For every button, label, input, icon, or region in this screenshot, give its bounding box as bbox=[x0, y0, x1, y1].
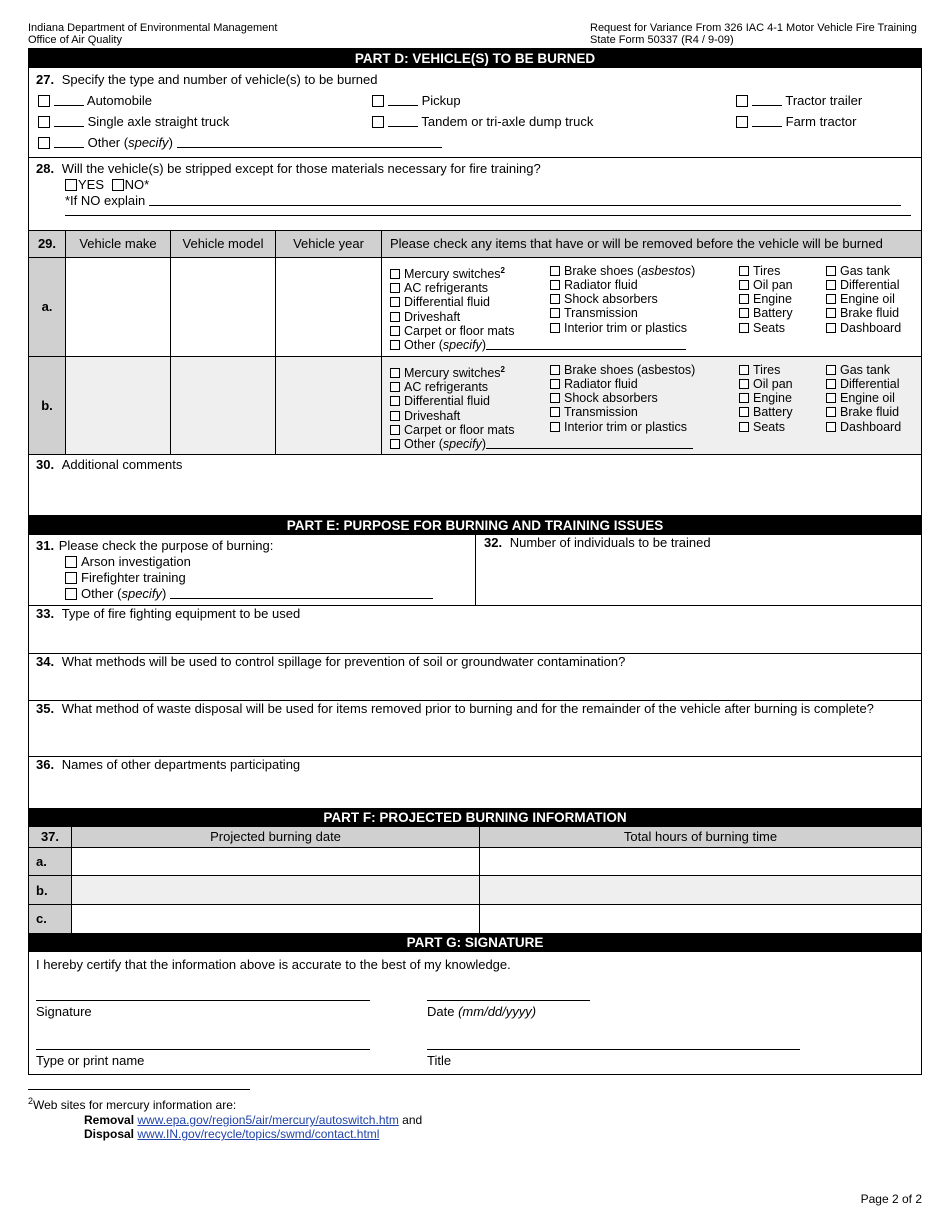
burning-date-b[interactable] bbox=[72, 876, 480, 905]
checkbox[interactable] bbox=[739, 308, 749, 318]
year-a[interactable] bbox=[276, 257, 382, 356]
disposal-line bbox=[84, 1127, 379, 1141]
question-28 bbox=[29, 158, 921, 231]
checkbox[interactable] bbox=[739, 379, 749, 389]
print-name-line[interactable] bbox=[36, 1049, 370, 1050]
item-gas-tank[interactable] bbox=[826, 264, 901, 278]
checkbox[interactable] bbox=[390, 396, 400, 406]
item-label: Transmission bbox=[564, 306, 638, 321]
header-burning-date: Projected burning date bbox=[72, 827, 480, 848]
checkbox[interactable] bbox=[826, 323, 836, 333]
other-vehicle-line[interactable] bbox=[177, 147, 442, 148]
removal-line bbox=[84, 1113, 422, 1127]
farm-tractor-label: Farm tractor bbox=[785, 114, 857, 129]
part-f-title: PART F: PROJECTED BURNING INFORMATION bbox=[29, 808, 921, 827]
item-label: Differential fluid bbox=[404, 394, 490, 409]
item-engine-oil[interactable] bbox=[826, 391, 901, 405]
checkbox[interactable] bbox=[826, 294, 836, 304]
checkbox[interactable] bbox=[390, 340, 400, 350]
page-number: Page 2 of 2 bbox=[860, 1192, 922, 1206]
burning-table bbox=[29, 827, 921, 933]
option-arson[interactable] bbox=[65, 554, 433, 570]
checkbox[interactable] bbox=[739, 407, 749, 417]
q30-number: 30. bbox=[36, 456, 55, 472]
item-battery[interactable] bbox=[739, 405, 793, 419]
date-line[interactable] bbox=[427, 1000, 590, 1001]
option-firefighter[interactable] bbox=[65, 570, 433, 586]
item-label: Radiator fluid bbox=[564, 277, 638, 292]
item-label: Gas tank bbox=[840, 362, 891, 377]
burning-hours-a[interactable] bbox=[480, 848, 922, 876]
vehicle-table-header bbox=[29, 231, 921, 257]
burning-date-c[interactable] bbox=[72, 905, 480, 933]
item-label: AC refrigerants bbox=[404, 280, 489, 295]
item-differential[interactable] bbox=[826, 377, 901, 391]
table-row bbox=[29, 257, 921, 356]
checkbox[interactable] bbox=[550, 379, 560, 389]
footnote-rule bbox=[28, 1089, 250, 1090]
item-label: Engine bbox=[753, 391, 792, 406]
item-label: Driveshaft bbox=[404, 408, 461, 423]
item-transmission[interactable] bbox=[550, 405, 695, 419]
certify-text: I hereby certify that the information above is accurate to the best of my knowledge. bbox=[36, 956, 511, 972]
arson-checkbox[interactable] bbox=[65, 556, 77, 568]
item-label: Brake shoes (asbestos) bbox=[564, 362, 696, 377]
agency-name: Indiana Department of Environmental Management bbox=[28, 22, 278, 34]
item-seats[interactable] bbox=[739, 321, 793, 335]
header-model: Vehicle model bbox=[171, 231, 276, 257]
automobile-label: Automobile bbox=[86, 93, 152, 108]
checkbox[interactable] bbox=[739, 393, 749, 403]
item-label: Mercury switches bbox=[404, 365, 501, 380]
item-label: Engine oil bbox=[840, 391, 895, 406]
checkbox[interactable] bbox=[390, 411, 400, 421]
item-tires[interactable] bbox=[739, 264, 793, 278]
disposal-link[interactable]: www.IN.gov/recycle/topics/swmd/contact.html bbox=[137, 1127, 380, 1141]
item-battery[interactable] bbox=[739, 306, 793, 320]
item-label: Interior trim or plastics bbox=[564, 320, 687, 335]
item-label: Engine bbox=[753, 292, 792, 307]
checkbox[interactable] bbox=[826, 280, 836, 290]
option-pickup[interactable] bbox=[372, 93, 461, 108]
arson-label: Arson investigation bbox=[81, 553, 191, 569]
checkbox[interactable] bbox=[550, 308, 560, 318]
signature-label: Signature bbox=[36, 1003, 92, 1019]
q29-number: 29. bbox=[29, 231, 66, 257]
part-e-title: PART E: PURPOSE FOR BURNING AND TRAINING ISSUES bbox=[29, 516, 921, 535]
item-label: Brake fluid bbox=[840, 405, 900, 420]
item-label: Seats bbox=[753, 320, 785, 335]
item-label: Shock absorbers bbox=[564, 391, 658, 406]
q35-number: 35. bbox=[36, 700, 55, 716]
make-b[interactable] bbox=[66, 356, 171, 454]
item-label: Radiator fluid bbox=[564, 376, 638, 391]
item-label: Oil pan bbox=[753, 277, 793, 292]
checkbox[interactable] bbox=[390, 269, 400, 279]
other-vehicle-checkbox[interactable] bbox=[38, 137, 50, 149]
item-label: Differential bbox=[840, 376, 900, 391]
explain-label: *If NO explain bbox=[65, 193, 146, 208]
yes-checkbox[interactable] bbox=[65, 179, 77, 191]
row-label-b: b. bbox=[29, 876, 72, 905]
item-dashboard[interactable] bbox=[826, 321, 901, 335]
checkbox[interactable] bbox=[739, 266, 749, 276]
table-row bbox=[29, 848, 921, 876]
item-engine-oil[interactable] bbox=[826, 292, 901, 306]
item-other[interactable] bbox=[390, 437, 693, 451]
removal-label: Removal bbox=[84, 1113, 135, 1127]
date-label bbox=[427, 1004, 536, 1019]
item-label: Engine oil bbox=[840, 292, 895, 307]
q32-number: 32. bbox=[484, 534, 503, 550]
option-tandem[interactable] bbox=[372, 114, 593, 129]
item-label: Carpet or floor mats bbox=[404, 323, 515, 338]
item-interior-trim[interactable] bbox=[550, 321, 695, 335]
q32-text: Number of individuals to be trained bbox=[509, 534, 711, 550]
date-format: (mm/dd/yyyy) bbox=[458, 1003, 537, 1019]
item-label: Oil pan bbox=[753, 376, 793, 391]
row-label-a: a. bbox=[29, 848, 72, 876]
q36-text: Names of other departments participating bbox=[61, 756, 301, 772]
make-a[interactable] bbox=[66, 257, 171, 356]
no-label: NO* bbox=[124, 177, 150, 192]
checkbox[interactable] bbox=[550, 365, 560, 375]
header-burning-hours: Total hours of burning time bbox=[480, 827, 922, 848]
table-row bbox=[29, 876, 921, 905]
question-31-32 bbox=[29, 535, 921, 606]
other-purpose-checkbox[interactable] bbox=[65, 588, 77, 600]
q37-number: 37. bbox=[29, 827, 72, 848]
checkbox[interactable] bbox=[550, 407, 560, 417]
item-other[interactable] bbox=[390, 338, 686, 352]
other-purpose-line[interactable] bbox=[170, 598, 433, 599]
header-year: Vehicle year bbox=[276, 231, 382, 257]
specify-text: specify bbox=[442, 338, 482, 353]
q27-text: Specify the type and number of vehicle(s) to be burned bbox=[61, 72, 378, 87]
item-label: Seats bbox=[753, 419, 785, 434]
part-g-title: PART G: SIGNATURE bbox=[29, 933, 921, 952]
item-oil-pan[interactable] bbox=[739, 278, 793, 292]
item-label: Tires bbox=[753, 362, 781, 377]
checkbox[interactable] bbox=[390, 312, 400, 322]
item-label: Differential bbox=[840, 277, 900, 292]
checkbox[interactable] bbox=[826, 393, 836, 403]
checkbox[interactable] bbox=[826, 266, 836, 276]
form-body bbox=[28, 48, 922, 1075]
paren: ) bbox=[481, 338, 486, 353]
divider bbox=[475, 535, 476, 605]
item-label: Tires bbox=[753, 263, 781, 278]
item-label: Interior trim or plastics bbox=[564, 419, 687, 434]
removal-link[interactable]: www.epa.gov/region5/air/mercury/autoswitch.htm bbox=[137, 1113, 399, 1127]
item-engine[interactable] bbox=[739, 292, 793, 306]
disposal-label: Disposal bbox=[84, 1127, 135, 1141]
footnote-text: Web sites for mercury information are: bbox=[33, 1098, 237, 1112]
item-label: Brake fluid bbox=[840, 306, 900, 321]
paren: ) bbox=[168, 135, 173, 150]
row-label-a: a. bbox=[29, 257, 66, 356]
item-label: Carpet or floor mats bbox=[404, 422, 515, 437]
year-b[interactable] bbox=[276, 356, 382, 454]
pickup-checkbox[interactable] bbox=[372, 95, 384, 107]
specify-text: specify bbox=[121, 585, 162, 601]
item-transmission[interactable] bbox=[550, 306, 695, 320]
item-brake-fluid[interactable] bbox=[826, 405, 901, 419]
item-label: Gas tank bbox=[840, 263, 891, 278]
item-shock-absorbers[interactable] bbox=[550, 292, 695, 306]
checkbox[interactable] bbox=[826, 308, 836, 318]
checkbox[interactable] bbox=[826, 365, 836, 375]
tandem-checkbox[interactable] bbox=[372, 116, 384, 128]
tractor-trailer-checkbox[interactable] bbox=[736, 95, 748, 107]
other-vehicle-label: Other ( bbox=[87, 135, 129, 150]
firefighter-label: Firefighter training bbox=[81, 569, 186, 585]
checkbox[interactable] bbox=[826, 422, 836, 432]
form-title: Request for Variance From 326 IAC 4-1 Motor Vehicle Fire Training bbox=[590, 22, 917, 34]
item-label: Mercury switches bbox=[404, 266, 501, 281]
agency-header bbox=[28, 22, 277, 46]
item-dashboard[interactable] bbox=[826, 420, 901, 434]
question-32[interactable] bbox=[484, 535, 711, 550]
explain-line-2[interactable] bbox=[65, 215, 911, 216]
question-35[interactable] bbox=[29, 701, 921, 757]
item-brake-shoes[interactable] bbox=[550, 363, 695, 377]
item-interior-trim[interactable] bbox=[550, 420, 695, 434]
burning-date-a[interactable] bbox=[72, 848, 480, 876]
question-33[interactable] bbox=[29, 606, 921, 654]
form-number: State Form 50337 (R4 / 9-09) bbox=[590, 34, 734, 46]
q33-number: 33. bbox=[36, 605, 55, 621]
checkbox[interactable] bbox=[390, 425, 400, 435]
q27-number: 27. bbox=[36, 72, 55, 87]
model-b[interactable] bbox=[171, 356, 276, 454]
checkbox[interactable] bbox=[550, 422, 560, 432]
checkbox[interactable] bbox=[826, 407, 836, 417]
yes-label: YES bbox=[78, 177, 105, 192]
tractor-trailer-label: Tractor trailer bbox=[785, 93, 863, 108]
question-34[interactable] bbox=[29, 654, 921, 701]
single-axle-checkbox[interactable] bbox=[38, 116, 50, 128]
checkbox[interactable] bbox=[550, 294, 560, 304]
checkbox[interactable] bbox=[390, 368, 400, 378]
q28-number: 28. bbox=[36, 161, 55, 176]
checkbox[interactable] bbox=[550, 280, 560, 290]
other-purpose-label: Other ( bbox=[81, 585, 122, 601]
question-36[interactable] bbox=[29, 757, 921, 808]
row-label-c: c. bbox=[29, 905, 72, 933]
part-d-title: PART D: VEHICLE(S) TO BE BURNED bbox=[29, 49, 921, 68]
q35-text: What method of waste disposal will be used for items removed prior to burning and for the remainder of the vehicle after burning is complete? bbox=[61, 700, 874, 716]
checkbox[interactable] bbox=[390, 326, 400, 336]
date-text: Date bbox=[427, 1003, 455, 1019]
q30-text: Additional comments bbox=[61, 456, 183, 472]
item-brake-fluid[interactable] bbox=[826, 306, 901, 320]
option-farm-tractor[interactable] bbox=[736, 114, 856, 129]
farm-tractor-checkbox[interactable] bbox=[736, 116, 748, 128]
item-oil-pan[interactable] bbox=[739, 377, 793, 391]
option-tractor-trailer[interactable] bbox=[736, 93, 862, 108]
item-label: Other ( bbox=[404, 437, 443, 452]
checkbox[interactable] bbox=[390, 297, 400, 307]
signature-section bbox=[29, 952, 921, 1074]
items-b bbox=[382, 356, 922, 454]
checkbox[interactable] bbox=[550, 393, 560, 403]
checkbox[interactable] bbox=[390, 382, 400, 392]
question-30[interactable] bbox=[29, 455, 921, 516]
no-checkbox[interactable] bbox=[112, 179, 124, 191]
checkbox[interactable] bbox=[390, 283, 400, 293]
item-engine[interactable] bbox=[739, 391, 793, 405]
item-label: Battery bbox=[753, 306, 793, 321]
burning-table-header bbox=[29, 827, 921, 848]
print-name-label: Type or print name bbox=[36, 1052, 145, 1068]
firefighter-checkbox[interactable] bbox=[65, 572, 77, 584]
tandem-label: Tandem or tri-axle dump truck bbox=[421, 114, 594, 129]
table-row bbox=[29, 356, 921, 454]
q28-text: Will the vehicle(s) be stripped except for those materials necessary for fire training? bbox=[61, 161, 541, 176]
option-automobile[interactable] bbox=[38, 93, 152, 108]
item-label: Dashboard bbox=[840, 419, 902, 434]
title-line[interactable] bbox=[427, 1049, 800, 1050]
checkbox[interactable] bbox=[739, 294, 749, 304]
option-other-purpose[interactable] bbox=[65, 586, 433, 602]
specify-text: specify bbox=[442, 437, 482, 452]
table-row bbox=[29, 905, 921, 933]
item-label: Differential fluid bbox=[404, 295, 490, 310]
item-radiator-fluid[interactable] bbox=[550, 278, 695, 292]
automobile-checkbox[interactable] bbox=[38, 95, 50, 107]
other-line[interactable] bbox=[486, 448, 693, 449]
footnote-mark: 2 bbox=[500, 265, 505, 275]
footnote-mark: 2 bbox=[500, 364, 505, 374]
item-label: Shock absorbers bbox=[564, 292, 658, 307]
model-a[interactable] bbox=[171, 257, 276, 356]
item-label: Other ( bbox=[404, 338, 443, 353]
checkbox[interactable] bbox=[739, 365, 749, 375]
signature-line[interactable] bbox=[36, 1000, 370, 1001]
header-items: Please check any items that have or will be removed before the vehicle will be burned bbox=[382, 231, 922, 257]
burning-hours-b[interactable] bbox=[480, 876, 922, 905]
burning-hours-c[interactable] bbox=[480, 905, 922, 933]
asbestos-text: asbestos bbox=[641, 263, 692, 278]
checkbox[interactable] bbox=[390, 439, 400, 449]
header-make: Vehicle make bbox=[66, 231, 171, 257]
items-a bbox=[382, 257, 922, 356]
q36-number: 36. bbox=[36, 756, 55, 772]
paren: ) bbox=[691, 263, 696, 278]
checkbox[interactable] bbox=[739, 323, 749, 333]
item-shock-absorbers[interactable] bbox=[550, 391, 695, 405]
specify-text: specify bbox=[128, 135, 169, 150]
checkbox[interactable] bbox=[826, 379, 836, 389]
item-label: Driveshaft bbox=[404, 309, 461, 324]
checkbox[interactable] bbox=[739, 422, 749, 432]
item-radiator-fluid[interactable] bbox=[550, 377, 695, 391]
q34-text: What methods will be used to control spillage for prevention of soil or groundwater contamination? bbox=[61, 653, 626, 669]
and-text: and bbox=[402, 1113, 423, 1127]
item-seats[interactable] bbox=[739, 420, 793, 434]
option-single-axle[interactable] bbox=[38, 114, 229, 129]
q33-text: Type of fire fighting equipment to be used bbox=[61, 605, 301, 621]
checkbox[interactable] bbox=[739, 280, 749, 290]
paren: ) bbox=[161, 585, 167, 601]
item-label: Battery bbox=[753, 405, 793, 420]
q31-number: 31. bbox=[36, 537, 55, 553]
footnote-mark: 2 bbox=[28, 1096, 34, 1106]
question-31 bbox=[36, 538, 433, 602]
item-tires[interactable] bbox=[739, 363, 793, 377]
item-differential[interactable] bbox=[826, 278, 901, 292]
checkbox[interactable] bbox=[550, 266, 560, 276]
other-line[interactable] bbox=[486, 349, 686, 350]
item-label: Transmission bbox=[564, 405, 638, 420]
q31-text: Please check the purpose of burning: bbox=[58, 537, 274, 553]
footnote-intro bbox=[28, 1096, 236, 1112]
paren: ) bbox=[481, 437, 486, 452]
title-label: Title bbox=[427, 1052, 452, 1068]
question-27 bbox=[29, 68, 921, 158]
checkbox[interactable] bbox=[550, 323, 560, 333]
item-label: Dashboard bbox=[840, 320, 902, 335]
single-axle-label: Single axle straight truck bbox=[87, 114, 230, 129]
item-gas-tank[interactable] bbox=[826, 363, 901, 377]
item-brake-shoes[interactable] bbox=[550, 264, 695, 278]
item-label: Brake shoes ( bbox=[564, 263, 642, 278]
office-name: Office of Air Quality bbox=[28, 34, 122, 46]
form-header bbox=[590, 22, 917, 46]
row-label-b: b. bbox=[29, 356, 66, 454]
item-label: AC refrigerants bbox=[404, 379, 489, 394]
explain-line-1[interactable] bbox=[149, 205, 901, 206]
q34-number: 34. bbox=[36, 653, 55, 669]
option-other-vehicle[interactable] bbox=[38, 135, 442, 150]
vehicle-table bbox=[29, 231, 921, 455]
pickup-label: Pickup bbox=[421, 93, 461, 108]
